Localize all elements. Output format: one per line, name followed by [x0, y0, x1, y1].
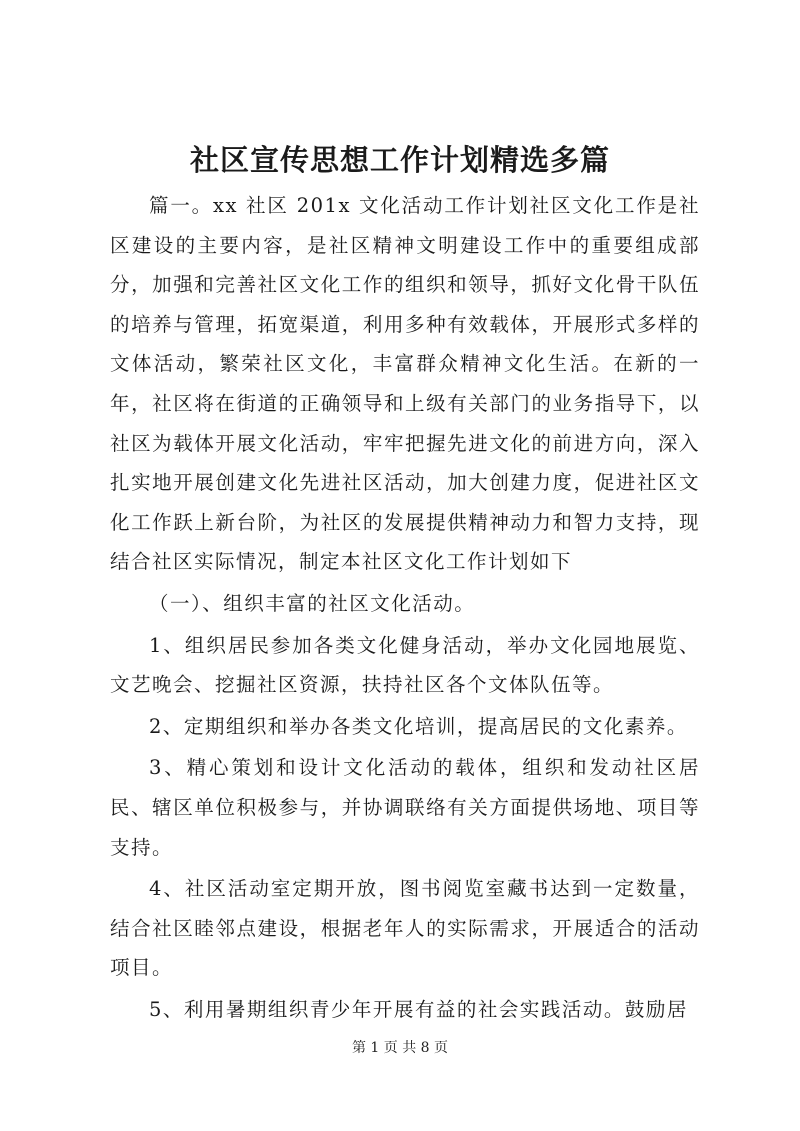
paragraph-section-heading: （一）、组织丰富的社区文化活动。: [149, 591, 476, 615]
page-footer: 第 1 页 共 8 页: [351, 1040, 449, 1056]
paragraph-item-2: 2、定期组织和举办各类文化培训，提高居民的文化素养。: [149, 714, 688, 738]
paragraph-item-3: 3、精心策划和设计文化活动的载体，组织和发动社区居民、辖区单位积极参与，并协调联络有关方面提供场地、项目等支持。: [110, 756, 700, 859]
paragraph-item-1: 1、组织居民参加各类文化健身活动，举办文化园地展览、文艺晚会、挖掘社区资源，扶持社区各个文体队伍等。: [110, 633, 700, 697]
paragraph-item-5: 5、利用暑期组织青少年开展有益的社会实践活动。鼓励居: [149, 997, 688, 1021]
document-title: 社区宣传思想工作计划精选多篇: [189, 143, 610, 177]
paragraph-intro: 篇一。xx 社区 201x 文化活动工作计划社区文化工作是社区建设的主要内容，是社区精神文明建设工作中的重要组成部分，加强和完善社区文化工作的组织和领导，抓好文化骨干队伍的培养与管理，拓宽渠道，利用多种有效载体，开展形式多样的文体活动，繁荣社区文化，丰富群众精神文化生活。在新的一年，社区将在街道的正确领导和上级有关部门的业务指导下，以社区为载体开展文化活动，牢牢把握先进文化的前进方向，深入扎实地开展创建文化先进社区活动，加大创建力度，促进社区文化工作跃上新台阶，为社区的发展提供精神动力和智力支持，现结合社区实际情况，制定本社区文化工作计划如下: [110, 194, 700, 574]
document-body: [110, 186, 700, 1029]
paragraph-item-4: 4、社区活动室定期开放，图书阅览室藏书达到一定数量，结合社区睦邻点建设，根据老年人的实际需求，开展适合的活动项目。: [110, 877, 700, 980]
